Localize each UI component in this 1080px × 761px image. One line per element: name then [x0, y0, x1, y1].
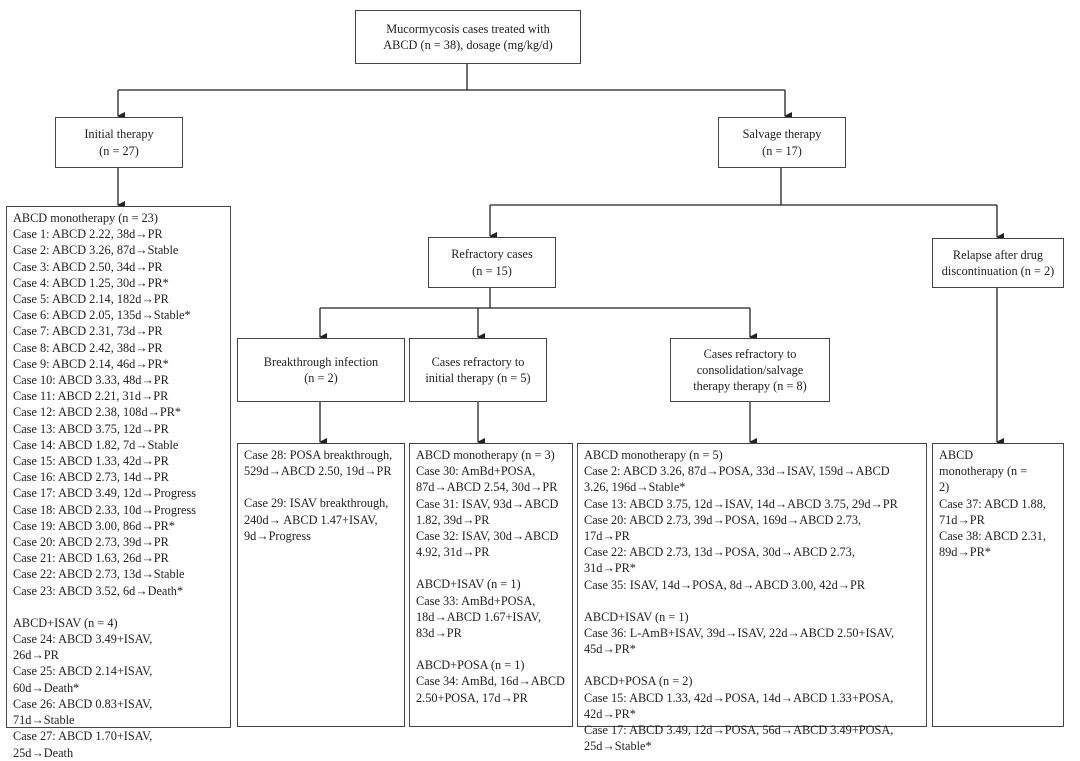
- case-entry: Case 20: ABCD 2.73, 39d→POSA, 169d→ABCD 2.73, 17d→PR: [584, 512, 862, 544]
- case-entry: Case 4: ABCD 1.25, 30d→PR*: [13, 275, 169, 290]
- case-entry: Case 17: ABCD 3.49, 12d→POSA, 56d→ABCD 3.49+POSA, 25d→Stable*: [584, 723, 894, 754]
- refractory-consolidation-line1: Cases refractory to: [703, 346, 797, 361]
- refractory-consolidation-line2: consolidation/salvage: [696, 362, 804, 377]
- case-entry: Case 28: POSA breakthrough, 529d→ABCD 2.50, 19d→PR: [244, 448, 393, 479]
- case-entry: Case 23: ABCD 3.52, 6d→Death*: [13, 583, 184, 598]
- initial-line2: (n = 27): [99, 143, 139, 158]
- refractory-consolidation-list: [577, 443, 927, 754]
- case-entry: Case 5: ABCD 2.14, 182d→PR: [13, 292, 169, 307]
- salvage-line1: Salvage therapy: [742, 127, 822, 142]
- case-entry: Case 2: ABCD 3.26, 87d→Stable: [13, 243, 179, 258]
- breakthrough-list: [237, 443, 405, 727]
- group-title: ABCD+POSA (n = 1): [416, 658, 525, 673]
- salvage-line2: (n = 17): [762, 143, 802, 158]
- root-node: [355, 10, 581, 64]
- relapse-node: [932, 238, 1064, 288]
- case-entry: Case 11: ABCD 2.21, 31d→PR: [13, 389, 169, 404]
- case-entry: Case 10: ABCD 3.33, 48d→PR: [13, 373, 169, 388]
- case-entry: Case 29: ISAV breakthrough, 240d→ ABCD 1.47+ISAV, 9d→Progress: [244, 496, 389, 543]
- initial-therapy-list: [6, 206, 231, 760]
- refractory-line2: (n = 15): [472, 263, 512, 278]
- group-title: ABCD monotherapy (n = 23): [13, 211, 158, 225]
- case-entry: Case 14: ABCD 1.82, 7d→Stable: [13, 437, 179, 452]
- relapse-line2: discontinuation (n = 2): [941, 264, 1055, 278]
- breakthrough-line1: Breakthrough infection: [263, 354, 379, 369]
- refractory-initial-line2: initial therapy (n = 5): [425, 371, 531, 385]
- case-entry: Case 6: ABCD 2.05, 135d→Stable*: [13, 308, 191, 323]
- refractory-line1: Refractory cases: [451, 247, 533, 262]
- group-title: ABCD+ISAV (n = 1): [416, 577, 521, 592]
- case-entry: Case 3: ABCD 2.50, 34d→PR: [13, 259, 163, 274]
- case-entry: Case 31: ISAV, 93d→ABCD 1.82, 39d→PR: [416, 496, 559, 527]
- case-entry: Case 13: ABCD 3.75, 12d→ISAV, 14d→ABCD 3.75, 29d→PR: [584, 496, 898, 511]
- case-entry: Case 20: ABCD 2.73, 39d→PR: [13, 535, 169, 550]
- case-entry: Case 18: ABCD 2.33, 10d→Progress: [13, 502, 197, 517]
- case-entry: Case 15: ABCD 1.33, 42d→POSA, 14d→ABCD 1.33+POSA, 42d→PR*: [584, 690, 894, 721]
- group-title: ABCD+POSA (n = 2): [584, 674, 693, 689]
- case-entry: Case 8: ABCD 2.42, 38d→PR: [13, 340, 163, 355]
- root-line1: Mucormycosis cases treated with: [386, 21, 550, 36]
- relapse-list: [932, 443, 1064, 727]
- refractory-initial-line1: Cases refractory to: [431, 354, 525, 369]
- case-entry: Case 25: ABCD 2.14+ISAV, 60d→Death*: [13, 664, 153, 695]
- case-entry: Case 37: ABCD 1.88, 71d→PR: [939, 496, 1046, 527]
- case-entry: Case 26: ABCD 0.83+ISAV, 71d→Stable: [13, 696, 153, 728]
- case-entry: Case 35: ISAV, 14d→POSA, 8d→ABCD 3.00, 42d→PR: [584, 577, 866, 592]
- case-entry: Case 19: ABCD 3.00, 86d→PR*: [13, 518, 175, 533]
- case-entry: Case 33: AmBd+POSA, 18d→ABCD 1.67+ISAV, 83d→PR: [416, 593, 542, 641]
- case-entry: Case 15: ABCD 1.33, 42d→PR: [13, 454, 169, 469]
- case-entry: Case 22: ABCD 2.73, 13d→POSA, 30d→ABCD 2.73, 31d→PR*: [584, 545, 855, 576]
- case-entry: Case 16: ABCD 2.73, 14d→PR: [13, 470, 169, 485]
- relapse-line1: Relapse after drug: [952, 247, 1044, 262]
- case-entry: Case 13: ABCD 3.75, 12d→PR: [13, 421, 169, 436]
- breakthrough-line2: (n = 2): [304, 371, 338, 385]
- case-entry: Case 12: ABCD 2.38, 108d→PR*: [13, 405, 182, 420]
- refractory-consolidation-line3: therapy therapy (n = 8): [693, 379, 807, 394]
- case-entry: Case 34: AmBd, 16d→ABCD 2.50+POSA, 17d→PR: [416, 674, 565, 705]
- initial-therapy-node: [55, 117, 183, 168]
- refractory-consolidation-node: [670, 338, 830, 402]
- case-entry: Case 7: ABCD 2.31, 73d→PR: [13, 324, 163, 339]
- refractory-initial-node: [409, 338, 547, 402]
- case-entry: Case 2: ABCD 3.26, 87d→POSA, 33d→ISAV, 159d→ABCD 3.26, 196d→Stable*: [584, 464, 890, 495]
- case-entry: Case 1: ABCD 2.22, 38d→PR: [13, 227, 163, 242]
- case-entry: Case 9: ABCD 2.14, 46d→PR*: [13, 356, 169, 371]
- case-entry: Case 24: ABCD 3.49+ISAV, 26d→PR: [13, 632, 153, 663]
- group-title: ABCD monotherapy (n = 3): [416, 448, 555, 462]
- group-title: ABCD+ISAV (n = 1): [584, 609, 689, 624]
- group-title: ABCD monotherapy (n = 5): [584, 448, 723, 462]
- case-entry: Case 30: AmBd+POSA, 87d→ABCD 2.54, 30d→PR: [416, 464, 558, 495]
- initial-line1: Initial therapy: [84, 127, 154, 142]
- group-title: ABCD+ISAV (n = 4): [13, 615, 118, 630]
- case-entry: Case 21: ABCD 1.63, 26d→PR: [13, 551, 169, 566]
- breakthrough-node: [237, 338, 405, 402]
- case-entry: Case 22: ABCD 2.73, 13d→Stable: [13, 567, 185, 582]
- salvage-therapy-node: [718, 117, 846, 168]
- group-title: ABCD monotherapy (n = 2): [939, 448, 1028, 495]
- refractory-cases-node: [428, 237, 556, 288]
- root-line2: ABCD (n = 38), dosage (mg/kg/d): [383, 38, 553, 52]
- case-entry: Case 36: L-AmB+ISAV, 39d→ISAV, 22d→ABCD 2.50+ISAV, 45d→PR*: [584, 626, 895, 657]
- case-entry: Case 27: ABCD 1.70+ISAV, 25d→Death: [13, 729, 153, 760]
- case-entry: Case 38: ABCD 2.31, 89d→PR*: [939, 529, 1046, 560]
- case-entry: Case 32: ISAV, 30d→ABCD 4.92, 31d→PR: [416, 529, 559, 560]
- case-entry: Case 17: ABCD 3.49, 12d→Progress: [13, 486, 197, 501]
- refractory-initial-list: [409, 443, 573, 727]
